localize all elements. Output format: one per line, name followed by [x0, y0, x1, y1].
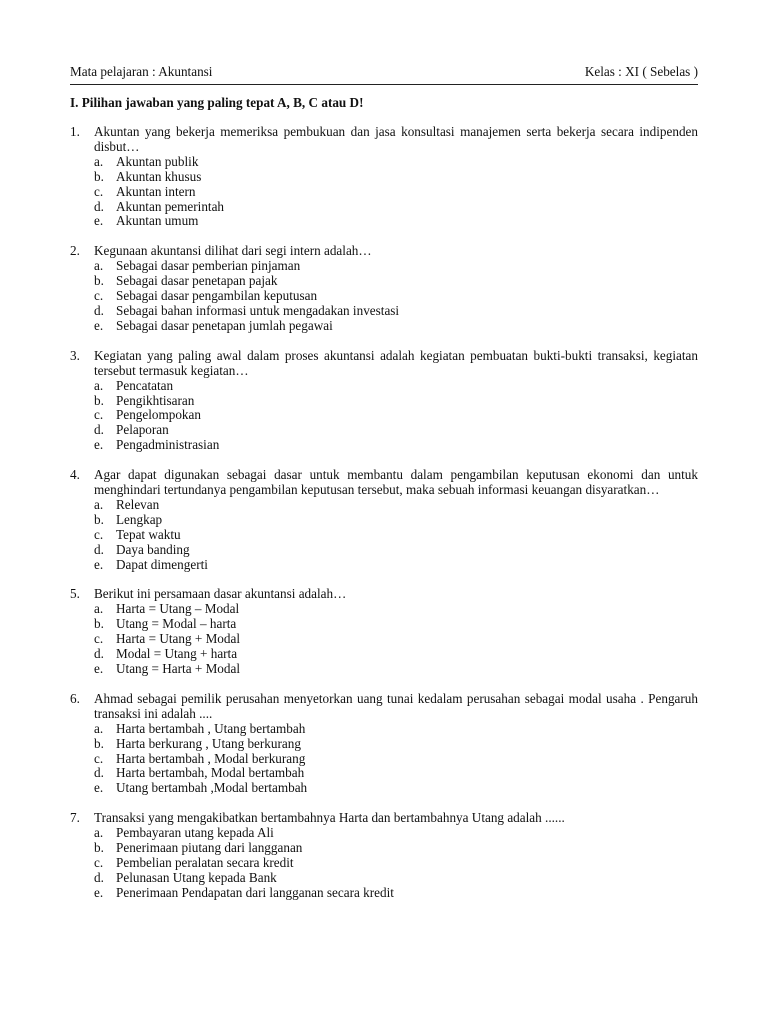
- option-letter: c.: [94, 407, 104, 423]
- option-text: Daya banding: [116, 541, 190, 557]
- answer-option: [70, 408, 698, 423]
- option-letter: d.: [94, 765, 104, 781]
- option-letter: c.: [94, 631, 104, 647]
- answer-option: [70, 662, 698, 677]
- answer-option: [70, 543, 698, 558]
- option-text: Harta bertambah , Modal berkurang: [116, 750, 306, 766]
- answer-option: [70, 259, 698, 274]
- option-letter: c.: [94, 288, 104, 304]
- class-label: Kelas : XI ( Sebelas ): [584, 64, 698, 79]
- option-text: Pencatatan: [116, 377, 174, 393]
- answer-option: [70, 423, 698, 438]
- question-stem: [70, 244, 698, 259]
- header-divider: [70, 84, 698, 85]
- option-letter: e.: [94, 437, 104, 453]
- option-text: Harta bertambah, Modal bertambah: [116, 765, 305, 781]
- question-number: 7.: [70, 810, 80, 826]
- option-text: Dapat dimengerti: [116, 556, 208, 572]
- option-letter: c.: [94, 854, 104, 870]
- question-stem: [70, 587, 698, 602]
- option-letter: e.: [94, 780, 104, 796]
- option-text: Harta berkurang , Utang berkurang: [116, 735, 301, 751]
- option-text: Akuntan umum: [116, 213, 199, 229]
- answer-option: [70, 528, 698, 543]
- answer-option: [70, 170, 698, 185]
- option-text: Pengikhtisaran: [116, 392, 195, 408]
- question-6: [70, 692, 698, 796]
- option-letter: d.: [94, 646, 104, 662]
- option-letter: e.: [94, 556, 104, 572]
- option-letter: d.: [94, 869, 104, 885]
- answer-option: [70, 647, 698, 662]
- question-stem: [70, 692, 698, 722]
- answer-option: [70, 200, 698, 215]
- option-letter: a.: [94, 496, 104, 512]
- question-number: 4.: [70, 467, 80, 483]
- option-letter: b.: [94, 735, 104, 751]
- answer-option: [70, 155, 698, 170]
- question-number: 6.: [70, 690, 80, 706]
- option-letter: b.: [94, 168, 104, 184]
- question-7: [70, 811, 698, 900]
- question-stem: [70, 468, 698, 498]
- question-text: Kegunaan akuntansi dilihat dari segi intern adalah…: [94, 243, 372, 259]
- question-number: 2.: [70, 243, 80, 259]
- option-text: Sebagai dasar penetapan pajak: [116, 273, 278, 289]
- answer-option: [70, 856, 698, 871]
- question-text: Akuntan yang bekerja memeriksa pembukuan dan jasa konsultasi manajemen serta bekerja secara indipenden disbut…: [94, 124, 698, 154]
- option-text: Sebagai dasar pemberian pinjaman: [116, 258, 301, 274]
- option-text: Utang bertambah ,Modal bertambah: [116, 780, 308, 796]
- option-text: Tepat waktu: [116, 526, 181, 542]
- option-text: Harta = Utang – Modal: [116, 601, 240, 617]
- question-text: Kegiatan yang paling awal dalam proses akuntansi adalah kegiatan pembuatan bukti-bukti transaksi, kegiatan tersebut termasuk kegiatan…: [94, 347, 698, 378]
- answer-option: [70, 602, 698, 617]
- answer-option: [70, 886, 698, 901]
- answer-option: [70, 826, 698, 841]
- option-text: Harta bertambah , Utang bertambah: [116, 720, 306, 736]
- option-letter: e.: [94, 661, 104, 676]
- option-text: Sebagai dasar penetapan jumlah pegawai: [116, 317, 333, 333]
- option-text: Penerimaan piutang dari langganan: [116, 840, 303, 856]
- option-letter: c.: [94, 526, 104, 542]
- option-letter: d.: [94, 541, 104, 557]
- option-letter: a.: [94, 153, 104, 169]
- answer-option: [70, 766, 698, 781]
- answer-option: [70, 438, 698, 453]
- option-letter: b.: [94, 840, 104, 856]
- question-3: [70, 349, 698, 453]
- option-text: Akuntan pemerintah: [116, 198, 225, 214]
- option-text: Relevan: [116, 496, 160, 512]
- option-letter: a.: [94, 601, 104, 617]
- question-text: Berikut ini persamaan dasar akuntansi adalah…: [94, 586, 347, 602]
- option-text: Pembayaran utang kepada Ali: [116, 825, 274, 841]
- answer-option: [70, 871, 698, 886]
- option-letter: a.: [94, 720, 104, 736]
- option-letter: a.: [94, 825, 104, 841]
- option-text: Sebagai bahan informasi untuk mengadakan investasi: [116, 302, 400, 318]
- answer-option: [70, 841, 698, 856]
- answer-option: [70, 274, 698, 289]
- subject-label: Mata pelajaran : Akuntansi: [70, 64, 213, 79]
- question-number: 1.: [70, 124, 80, 139]
- option-text: Pengadministrasian: [116, 437, 220, 453]
- option-text: Akuntan intern: [116, 183, 196, 199]
- question-stem: [70, 349, 698, 379]
- answer-option: [70, 722, 698, 737]
- option-letter: a.: [94, 377, 104, 393]
- option-text: Akuntan khusus: [116, 168, 202, 184]
- answer-option: [70, 752, 698, 767]
- option-text: Harta = Utang + Modal: [116, 631, 241, 647]
- option-text: Lengkap: [116, 511, 163, 527]
- option-text: Utang = Harta + Modal: [116, 661, 241, 676]
- option-letter: d.: [94, 198, 104, 214]
- answer-option: [70, 394, 698, 409]
- option-text: Akuntan publik: [116, 153, 199, 169]
- option-letter: b.: [94, 392, 104, 408]
- option-letter: d.: [94, 302, 104, 318]
- question-2: [70, 244, 698, 333]
- exam-page: [70, 62, 698, 901]
- answer-option: [70, 737, 698, 752]
- option-text: Sebagai dasar pengambilan keputusan: [116, 288, 318, 304]
- answer-option: [70, 304, 698, 319]
- answer-option: [70, 185, 698, 200]
- option-text: Penerimaan Pendapatan dari langganan secara kredit: [116, 884, 394, 900]
- option-letter: e.: [94, 884, 104, 900]
- question-text: Transaksi yang mengakibatkan bertambahnya Harta dan bertambahnya Utang adalah ......: [94, 810, 565, 826]
- option-text: Modal = Utang + harta: [116, 646, 238, 662]
- option-text: Pelaporan: [116, 422, 169, 438]
- option-letter: d.: [94, 422, 104, 438]
- question-list: [70, 125, 698, 901]
- answer-option: [70, 498, 698, 513]
- page-header: [70, 62, 698, 82]
- question-stem: [70, 811, 698, 826]
- question-text: Agar dapat digunakan sebagai dasar untuk membantu dalam pengambilan keputusan ekonomi dan untuk menghindari tertundanya pengambilan keputusan tersebut, maka sebuah informasi keuangan disyaratkan…: [94, 467, 698, 498]
- answer-option: [70, 558, 698, 573]
- answer-option: [70, 632, 698, 647]
- option-letter: b.: [94, 616, 104, 632]
- answer-option: [70, 289, 698, 304]
- option-letter: e.: [94, 317, 104, 333]
- option-text: Utang = Modal – harta: [116, 616, 237, 632]
- option-letter: b.: [94, 273, 104, 289]
- option-letter: a.: [94, 258, 104, 274]
- option-letter: b.: [94, 511, 104, 527]
- question-number: 3.: [70, 347, 80, 363]
- option-text: Pelunasan Utang kepada Bank: [116, 869, 277, 885]
- option-letter: c.: [94, 750, 104, 766]
- option-letter: c.: [94, 183, 104, 199]
- question-1: [70, 125, 698, 229]
- answer-option: [70, 781, 698, 796]
- section-title: I. Pilihan jawaban yang paling tepat A, B, C atau D!: [70, 95, 364, 110]
- answer-option: [70, 214, 698, 229]
- answer-option: [70, 379, 698, 394]
- question-stem: [70, 125, 698, 155]
- question-5: [70, 587, 698, 676]
- answer-option: [70, 319, 698, 334]
- answer-option: [70, 513, 698, 528]
- answer-option: [70, 617, 698, 632]
- question-number: 5.: [70, 586, 80, 602]
- option-text: Pengelompokan: [116, 407, 201, 423]
- question-text: Ahmad sebagai pemilik perusahan menyetorkan uang tunai kedalam perusahan sebagai modal usaha . Pengaruh transaksi ini adalah ....: [94, 690, 698, 721]
- option-text: Pembelian peralatan secara kredit: [116, 854, 294, 870]
- question-4: [70, 468, 698, 572]
- option-letter: e.: [94, 213, 104, 229]
